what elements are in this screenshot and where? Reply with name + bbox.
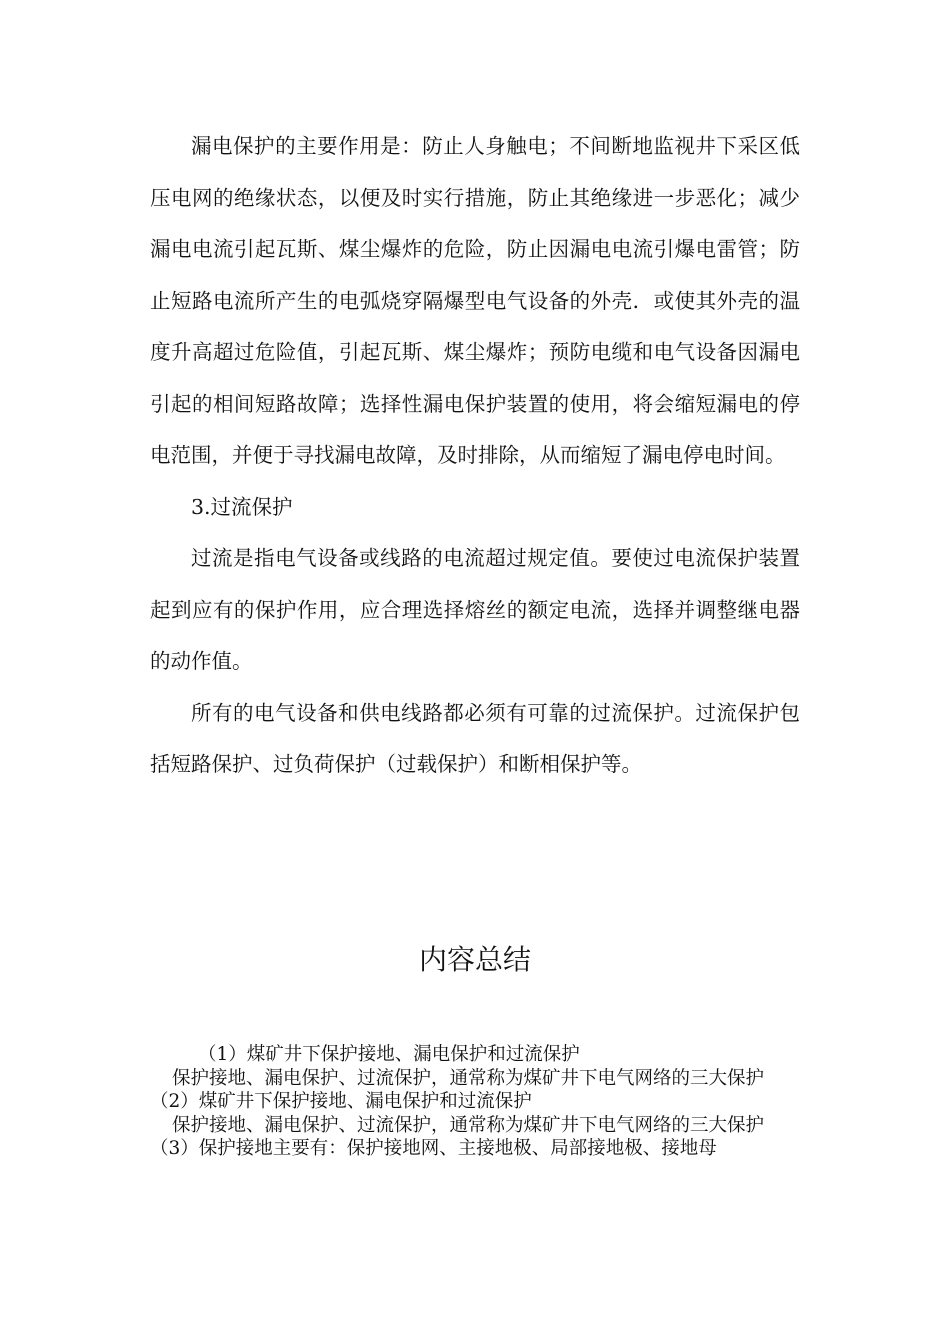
- summary-line: （1）煤矿井下保护接地、漏电保护和过流保护: [198, 1044, 580, 1065]
- paragraph-overcurrent-definition: 过流是指电气设备或线路的电流超过规定值。要使过电流保护装置起到应有的保护作用，应合理选择熔丝的额定电流，选择并调整继电器的动作值。: [150, 546, 800, 673]
- summary-line: （3）保护接地主要有：保护接地网、主接地极、局部接地极、接地母: [150, 1138, 717, 1159]
- summary-block: [150, 1043, 800, 1161]
- paragraph-leakage-protection: 漏电保护的主要作用是：防止人身触电；不间断地监视井下采区低压电网的绝缘状态，以便及时实行措施，防止其绝缘进一步恶化；减少漏电电流引起瓦斯、煤尘爆炸的危险，防止因漏电电流引爆电雷管；防止短路电流所产生的电弧烧穿隔爆型电气设备的外壳．或使其外壳的温度升高超过危险值，引起瓦斯、煤尘爆炸；预防电缆和电气设备因漏电引起的相间短路故障；选择性漏电保护装置的使用，将会缩短漏电的停电范围，并便于寻找漏电故障，及时排除，从而缩短了漏电停电时间。: [150, 134, 800, 467]
- section-heading-overcurrent: 3.过流保护: [191, 494, 293, 519]
- summary-line: 保护接地、漏电保护、过流保护，通常称为煤矿井下电气网络的三大保护: [172, 1114, 765, 1136]
- summary-line: （2）煤矿井下保护接地、漏电保护和过流保护: [150, 1091, 532, 1112]
- summary-line: 保护接地、漏电保护、过流保护，通常称为煤矿井下电气网络的三大保护: [172, 1067, 765, 1089]
- paragraph-overcurrent-requirement: 所有的电气设备和供电线路都必须有可靠的过流保护。过流保护包括短路保护、过负荷保护（过载保护）和断相保护等。: [150, 700, 800, 776]
- summary-title: 内容总结: [418, 943, 531, 976]
- document-body: [150, 121, 800, 791]
